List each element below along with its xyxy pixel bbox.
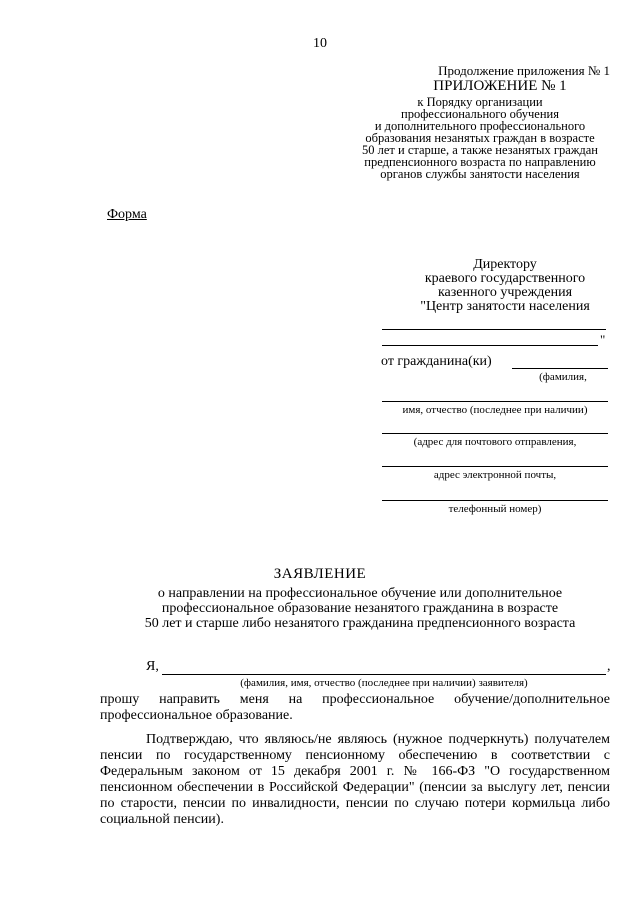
addressee-line: краевого государственного [424, 271, 586, 286]
applicant-name-line[interactable] [162, 674, 606, 675]
request-paragraph: прошу направить меня на профессиональное обучение/дополнительное профессиональное образование. [100, 692, 610, 723]
appendix-line: органов службы занятости населения [380, 167, 580, 181]
appendix-line: образования незанятых граждан в возрасте [365, 131, 595, 145]
appendix-line: 50 лет и старше, а также незанятых граждан [362, 143, 598, 157]
ya-label: Я, [146, 659, 159, 674]
applicant-comma: , [607, 659, 611, 674]
page-number: 10 [313, 36, 327, 51]
appendix-line: профессионального обучения [401, 107, 559, 121]
phone-line[interactable] [382, 500, 608, 501]
subtitle-line: профессиональное образование незанятого гражданина в возрасте [161, 601, 559, 616]
employment-center-name-line-2[interactable] [382, 345, 598, 346]
name-line[interactable] [382, 401, 608, 402]
appendix-line: предпенсионного возраста по направлению [364, 155, 596, 169]
appendix-description [352, 96, 608, 180]
subtitle-line: 50 лет и старше либо незанятого гражданина предпенсионного возраста [144, 616, 576, 631]
addressee-block [396, 258, 614, 314]
appendix-line: и дополнительного профессионального [374, 119, 586, 133]
addressee-line: Директору [473, 257, 537, 272]
closing-quote: " [600, 332, 606, 347]
appendix-title: ПРИЛОЖЕНИЕ № 1 [433, 78, 567, 94]
email-note: адрес электронной почты, [433, 469, 557, 481]
form-label: Форма [107, 207, 147, 222]
name-note: имя, отчество (последнее при наличии) [402, 404, 588, 416]
surname-line[interactable] [512, 368, 608, 369]
statement-title: ЗАЯВЛЕНИЕ [273, 566, 367, 582]
phone-note: телефонный номер) [448, 503, 542, 515]
from-citizen-label: от гражданина(ки) [381, 354, 492, 369]
employment-center-name-line[interactable] [382, 329, 606, 330]
email-line[interactable] [382, 466, 608, 467]
surname-note: (фамилия, [539, 371, 587, 383]
confirm-paragraph: Подтверждаю, что являюсь/не являюсь (нужное подчеркнуть) получателем пенсии по государственному пенсионному обеспечению в соответствии с Федеральным законом от 15 декабря 2001 г. № 166-ФЗ "О государственном пенсионном обеспечении в Российской Федерации" (пенсии за выслугу лет, пенсии по старости, пенсии по инвалидности, пенсии по случаю потери кормильца либо социальной пенсии). [100, 732, 610, 827]
appendix-line: к Порядку организации [417, 95, 543, 109]
addressee-line: "Центр занятости населения [420, 299, 590, 314]
statement-subtitle [120, 586, 600, 631]
addressee-line: казенного учреждения [437, 285, 573, 300]
subtitle-line: о направлении на профессиональное обучение или дополнительное [157, 586, 563, 601]
postal-address-line[interactable] [382, 433, 608, 434]
appendix-continuation: Продолжение приложения № 1 [438, 63, 610, 78]
applicant-note: (фамилия, имя, отчество (последнее при наличии) заявителя) [240, 677, 528, 689]
postal-address-note: (адрес для почтового отправления, [413, 436, 577, 448]
